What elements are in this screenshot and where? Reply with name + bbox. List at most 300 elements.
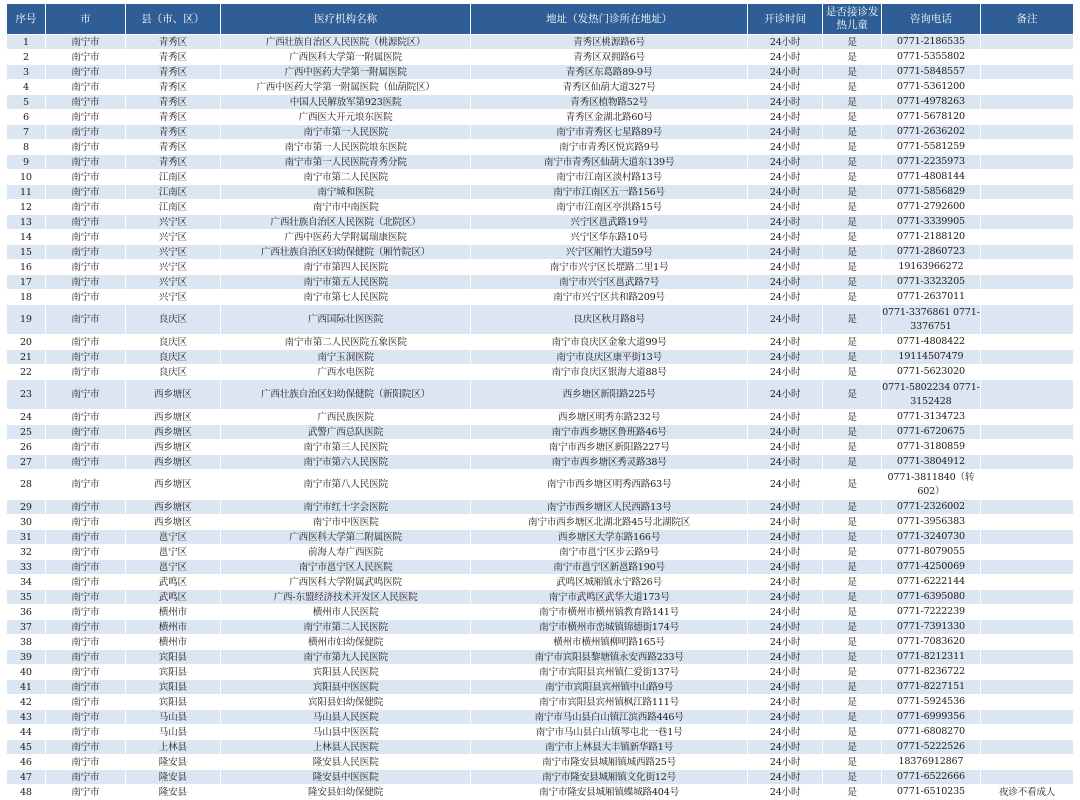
cell-city: 南宁市 [45, 305, 125, 335]
cell-no: 19 [7, 305, 46, 335]
cell-address: 南宁市宾阳县宾州镇中山路9号 [471, 680, 747, 695]
cell-hours: 24小时 [747, 155, 823, 170]
cell-note [981, 440, 1074, 455]
cell-institution: 隆安县人民医院 [220, 755, 471, 770]
table-row [7, 515, 1074, 530]
cell-note [981, 50, 1074, 65]
cell-accepts-children: 是 [823, 590, 881, 605]
cell-address: 南宁市宾阳县宾州镇仁爱街137号 [471, 665, 747, 680]
cell-accepts-children: 是 [823, 35, 881, 50]
cell-hours: 24小时 [747, 260, 823, 275]
cell-address: 南宁市西乡塘区人民西路13号 [471, 500, 747, 515]
cell-county: 马山县 [125, 725, 220, 740]
cell-city: 南宁市 [45, 425, 125, 440]
cell-institution: 宾阳县中医医院 [220, 680, 471, 695]
cell-no: 2 [7, 50, 46, 65]
cell-county: 兴宁区 [125, 275, 220, 290]
cell-city: 南宁市 [45, 110, 125, 125]
cell-address: 南宁市西乡塘区北湖北路45号北湖院区 [471, 515, 747, 530]
cell-note [981, 620, 1074, 635]
cell-city: 南宁市 [45, 140, 125, 155]
cell-city: 南宁市 [45, 245, 125, 260]
cell-county: 西乡塘区 [125, 380, 220, 410]
cell-city: 南宁市 [45, 575, 125, 590]
cell-city: 南宁市 [45, 65, 125, 80]
header-city: 市 [45, 4, 125, 35]
table-row [7, 200, 1074, 215]
fever-clinic-table [6, 3, 1074, 800]
cell-hours: 24小时 [747, 80, 823, 95]
cell-phone: 0771-2326002 [881, 500, 980, 515]
cell-county: 横州市 [125, 635, 220, 650]
cell-hours: 24小时 [747, 770, 823, 785]
cell-note [981, 125, 1074, 140]
cell-accepts-children: 是 [823, 65, 881, 80]
cell-no: 8 [7, 140, 46, 155]
cell-no: 32 [7, 545, 46, 560]
header-institution: 医疗机构名称 [220, 4, 471, 35]
cell-city: 南宁市 [45, 545, 125, 560]
cell-county: 马山县 [125, 710, 220, 725]
cell-hours: 24小时 [747, 95, 823, 110]
cell-county: 江南区 [125, 185, 220, 200]
cell-hours: 24小时 [747, 275, 823, 290]
cell-city: 南宁市 [45, 185, 125, 200]
cell-no: 30 [7, 515, 46, 530]
cell-note [981, 305, 1074, 335]
cell-city: 南宁市 [45, 260, 125, 275]
cell-accepts-children: 是 [823, 380, 881, 410]
cell-county: 兴宁区 [125, 260, 220, 275]
cell-phone: 0771-3811840（转602） [881, 470, 980, 500]
table-row [7, 380, 1074, 410]
cell-institution: 宾阳县人民医院 [220, 665, 471, 680]
cell-accepts-children: 是 [823, 335, 881, 350]
cell-hours: 24小时 [747, 740, 823, 755]
cell-accepts-children: 是 [823, 620, 881, 635]
cell-accepts-children: 是 [823, 95, 881, 110]
cell-accepts-children: 是 [823, 785, 881, 800]
header-no: 序号 [7, 4, 46, 35]
cell-accepts-children: 是 [823, 530, 881, 545]
cell-city: 南宁市 [45, 725, 125, 740]
cell-institution: 南宁市第六人民医院 [220, 455, 471, 470]
cell-address: 南宁市横州市横州镇教育路141号 [471, 605, 747, 620]
table-row [7, 605, 1074, 620]
cell-note [981, 80, 1074, 95]
cell-address: 青秀区金湖北路60号 [471, 110, 747, 125]
cell-county: 宾阳县 [125, 695, 220, 710]
cell-hours: 24小时 [747, 545, 823, 560]
cell-city: 南宁市 [45, 410, 125, 425]
cell-note [981, 365, 1074, 380]
cell-accepts-children: 是 [823, 440, 881, 455]
cell-city: 南宁市 [45, 620, 125, 635]
cell-institution: 广西壮族自治区妇幼保健院（新阳院区） [220, 380, 471, 410]
cell-accepts-children: 是 [823, 305, 881, 335]
cell-county: 横州市 [125, 620, 220, 635]
table-row [7, 260, 1074, 275]
cell-accepts-children: 是 [823, 665, 881, 680]
cell-no: 42 [7, 695, 46, 710]
cell-institution: 广西壮族自治区人民医院（北院区） [220, 215, 471, 230]
cell-county: 武鸣区 [125, 590, 220, 605]
cell-city: 南宁市 [45, 500, 125, 515]
cell-hours: 24小时 [747, 245, 823, 260]
cell-county: 兴宁区 [125, 290, 220, 305]
cell-county: 宾阳县 [125, 665, 220, 680]
cell-phone: 0771-3956383 [881, 515, 980, 530]
cell-phone: 0771-3323205 [881, 275, 980, 290]
cell-no: 29 [7, 500, 46, 515]
cell-institution: 南宁市第一人民医院青秀分院 [220, 155, 471, 170]
cell-city: 南宁市 [45, 560, 125, 575]
cell-county: 青秀区 [125, 110, 220, 125]
cell-institution: 广西中医药大学附属瑞康医院 [220, 230, 471, 245]
cell-phone: 0771-5361200 [881, 80, 980, 95]
cell-institution: 广西医科大学附属武鸣医院 [220, 575, 471, 590]
cell-institution: 广西中医药大学第一附属医院（仙葫院区） [220, 80, 471, 95]
cell-no: 22 [7, 365, 46, 380]
cell-phone: 0771-6395080 [881, 590, 980, 605]
cell-note [981, 230, 1074, 245]
table-row [7, 575, 1074, 590]
cell-institution: 广西国际壮医医院 [220, 305, 471, 335]
cell-phone: 0771-5678120 [881, 110, 980, 125]
cell-no: 6 [7, 110, 46, 125]
cell-note [981, 335, 1074, 350]
cell-address: 南宁市马山县白山镇琴屯北一巷1号 [471, 725, 747, 740]
cell-note [981, 350, 1074, 365]
table-row [7, 155, 1074, 170]
table-row [7, 170, 1074, 185]
cell-institution: 隆安县中医医院 [220, 770, 471, 785]
table-row [7, 665, 1074, 680]
cell-city: 南宁市 [45, 380, 125, 410]
cell-hours: 24小时 [747, 515, 823, 530]
cell-city: 南宁市 [45, 350, 125, 365]
cell-institution: 南宁市邕宁区人民医院 [220, 560, 471, 575]
table-row [7, 500, 1074, 515]
cell-address: 南宁市良庆区金象大道99号 [471, 335, 747, 350]
cell-address: 南宁市西乡塘区明秀西路63号 [471, 470, 747, 500]
cell-hours: 24小时 [747, 785, 823, 800]
cell-note [981, 185, 1074, 200]
cell-no: 28 [7, 470, 46, 500]
cell-accepts-children: 是 [823, 245, 881, 260]
cell-phone: 0771-6999356 [881, 710, 980, 725]
cell-phone: 0771-5581259 [881, 140, 980, 155]
table-row [7, 80, 1074, 95]
cell-note [981, 155, 1074, 170]
cell-phone: 0771-2188120 [881, 230, 980, 245]
cell-phone: 0771-5848557 [881, 65, 980, 80]
cell-address: 青秀区植物路52号 [471, 95, 747, 110]
cell-note [981, 215, 1074, 230]
cell-county: 江南区 [125, 170, 220, 185]
cell-county: 青秀区 [125, 95, 220, 110]
cell-note [981, 95, 1074, 110]
cell-county: 良庆区 [125, 335, 220, 350]
cell-county: 兴宁区 [125, 245, 220, 260]
cell-county: 青秀区 [125, 155, 220, 170]
cell-no: 43 [7, 710, 46, 725]
cell-hours: 24小时 [747, 605, 823, 620]
cell-city: 南宁市 [45, 80, 125, 95]
cell-no: 7 [7, 125, 46, 140]
cell-note [981, 200, 1074, 215]
cell-note [981, 260, 1074, 275]
cell-county: 青秀区 [125, 80, 220, 95]
cell-institution: 马山县人民医院 [220, 710, 471, 725]
cell-institution: 广西医科大学第二附属医院 [220, 530, 471, 545]
cell-city: 南宁市 [45, 515, 125, 530]
cell-city: 南宁市 [45, 665, 125, 680]
cell-no: 5 [7, 95, 46, 110]
cell-note [981, 695, 1074, 710]
cell-accepts-children: 是 [823, 470, 881, 500]
cell-institution: 广西壮族自治区妇幼保健院（厢竹院区） [220, 245, 471, 260]
table-row [7, 755, 1074, 770]
table-row [7, 695, 1074, 710]
cell-no: 3 [7, 65, 46, 80]
cell-no: 48 [7, 785, 46, 800]
cell-phone: 0771-2792600 [881, 200, 980, 215]
table-row [7, 620, 1074, 635]
cell-institution: 广西医大开元埌东医院 [220, 110, 471, 125]
cell-hours: 24小时 [747, 590, 823, 605]
cell-note [981, 635, 1074, 650]
table-row [7, 215, 1074, 230]
cell-hours: 24小时 [747, 695, 823, 710]
cell-institution: 横州市人民医院 [220, 605, 471, 620]
cell-county: 青秀区 [125, 125, 220, 140]
cell-address: 西乡塘区大学东路166号 [471, 530, 747, 545]
table-row [7, 110, 1074, 125]
cell-hours: 24小时 [747, 305, 823, 335]
cell-phone: 0771-7222239 [881, 605, 980, 620]
cell-no: 13 [7, 215, 46, 230]
cell-city: 南宁市 [45, 695, 125, 710]
cell-address: 青秀区东葛路89-9号 [471, 65, 747, 80]
cell-hours: 24小时 [747, 125, 823, 140]
cell-hours: 24小时 [747, 170, 823, 185]
cell-phone: 0771-8227151 [881, 680, 980, 695]
cell-no: 11 [7, 185, 46, 200]
cell-hours: 24小时 [747, 380, 823, 410]
cell-county: 兴宁区 [125, 230, 220, 245]
cell-city: 南宁市 [45, 335, 125, 350]
table-row [7, 245, 1074, 260]
cell-county: 邕宁区 [125, 560, 220, 575]
cell-accepts-children: 是 [823, 680, 881, 695]
table-row [7, 545, 1074, 560]
cell-phone: 0771-8236722 [881, 665, 980, 680]
table-row [7, 710, 1074, 725]
cell-note [981, 650, 1074, 665]
table-body [7, 35, 1074, 800]
cell-county: 横州市 [125, 605, 220, 620]
cell-no: 25 [7, 425, 46, 440]
cell-address: 南宁市隆安县城厢镇城西路25号 [471, 755, 747, 770]
cell-city: 南宁市 [45, 770, 125, 785]
header-phone: 咨询电话 [881, 4, 980, 35]
cell-phone: 0771-8079055 [881, 545, 980, 560]
table-row [7, 305, 1074, 335]
cell-accepts-children: 是 [823, 695, 881, 710]
cell-address: 南宁市兴宁区长堽路二里1号 [471, 260, 747, 275]
cell-note [981, 770, 1074, 785]
cell-accepts-children: 是 [823, 425, 881, 440]
header-accepts-children: 是否接诊发热儿童 [823, 4, 881, 35]
cell-note [981, 35, 1074, 50]
cell-accepts-children: 是 [823, 290, 881, 305]
table-row [7, 470, 1074, 500]
cell-hours: 24小时 [747, 185, 823, 200]
cell-phone: 0771-3134723 [881, 410, 980, 425]
cell-county: 宾阳县 [125, 680, 220, 695]
cell-county: 良庆区 [125, 365, 220, 380]
cell-note [981, 515, 1074, 530]
cell-hours: 24小时 [747, 560, 823, 575]
cell-accepts-children: 是 [823, 560, 881, 575]
cell-institution: 中国人民解放军第923医院 [220, 95, 471, 110]
cell-institution: 广西水电医院 [220, 365, 471, 380]
cell-address: 南宁市横州市峦城镇锦德街174号 [471, 620, 747, 635]
cell-county: 西乡塘区 [125, 515, 220, 530]
cell-hours: 24小时 [747, 425, 823, 440]
cell-phone: 0771-3339905 [881, 215, 980, 230]
cell-phone: 0771-2235973 [881, 155, 980, 170]
cell-city: 南宁市 [45, 455, 125, 470]
cell-no: 27 [7, 455, 46, 470]
table-row [7, 185, 1074, 200]
cell-city: 南宁市 [45, 650, 125, 665]
cell-address: 西乡塘区明秀东路232号 [471, 410, 747, 425]
cell-no: 45 [7, 740, 46, 755]
cell-city: 南宁市 [45, 755, 125, 770]
cell-note [981, 470, 1074, 500]
cell-no: 21 [7, 350, 46, 365]
cell-no: 20 [7, 335, 46, 350]
table-row [7, 650, 1074, 665]
cell-hours: 24小时 [747, 230, 823, 245]
cell-accepts-children: 是 [823, 125, 881, 140]
cell-city: 南宁市 [45, 200, 125, 215]
cell-address: 武鸣区城厢镇永宁路26号 [471, 575, 747, 590]
cell-no: 46 [7, 755, 46, 770]
cell-address: 南宁市青秀区悦宾路9号 [471, 140, 747, 155]
table-row [7, 680, 1074, 695]
cell-institution: 南宁市第三人民医院 [220, 440, 471, 455]
cell-phone: 0771-5355802 [881, 50, 980, 65]
cell-phone: 0771-6222144 [881, 575, 980, 590]
cell-address: 南宁市宾阳县宾州镇枫江路111号 [471, 695, 747, 710]
cell-city: 南宁市 [45, 155, 125, 170]
cell-city: 南宁市 [45, 95, 125, 110]
cell-phone: 0771-3240730 [881, 530, 980, 545]
cell-county: 隆安县 [125, 770, 220, 785]
cell-no: 44 [7, 725, 46, 740]
cell-phone: 0771-6510235 [881, 785, 980, 800]
cell-note [981, 275, 1074, 290]
cell-county: 青秀区 [125, 50, 220, 65]
cell-address: 南宁市宾阳县黎塘镇永安西路233号 [471, 650, 747, 665]
cell-city: 南宁市 [45, 440, 125, 455]
cell-city: 南宁市 [45, 50, 125, 65]
cell-accepts-children: 是 [823, 275, 881, 290]
cell-no: 16 [7, 260, 46, 275]
cell-institution: 南宁市第二人民医院五象医院 [220, 335, 471, 350]
cell-accepts-children: 是 [823, 740, 881, 755]
table-row [7, 50, 1074, 65]
cell-institution: 南宁市第五人民医院 [220, 275, 471, 290]
cell-phone: 0771-7083620 [881, 635, 980, 650]
cell-city: 南宁市 [45, 170, 125, 185]
table-row [7, 230, 1074, 245]
cell-institution: 广西医科大学第一附属医院 [220, 50, 471, 65]
cell-institution: 宾阳县妇幼保健院 [220, 695, 471, 710]
cell-note [981, 530, 1074, 545]
cell-hours: 24小时 [747, 500, 823, 515]
cell-note [981, 725, 1074, 740]
cell-county: 西乡塘区 [125, 500, 220, 515]
table-row [7, 125, 1074, 140]
cell-hours: 24小时 [747, 215, 823, 230]
cell-city: 南宁市 [45, 35, 125, 50]
cell-city: 南宁市 [45, 470, 125, 500]
cell-accepts-children: 是 [823, 755, 881, 770]
cell-county: 西乡塘区 [125, 470, 220, 500]
cell-city: 南宁市 [45, 740, 125, 755]
cell-county: 隆安县 [125, 755, 220, 770]
cell-note [981, 290, 1074, 305]
cell-county: 青秀区 [125, 140, 220, 155]
cell-accepts-children: 是 [823, 650, 881, 665]
table-row [7, 290, 1074, 305]
cell-hours: 24小时 [747, 755, 823, 770]
cell-phone: 0771-5924536 [881, 695, 980, 710]
cell-institution: 南宁市中医医院 [220, 515, 471, 530]
cell-phone: 0771-3180859 [881, 440, 980, 455]
table-row [7, 140, 1074, 155]
cell-accepts-children: 是 [823, 170, 881, 185]
cell-accepts-children: 是 [823, 110, 881, 125]
table-row [7, 440, 1074, 455]
cell-note [981, 380, 1074, 410]
cell-hours: 24小时 [747, 575, 823, 590]
cell-address: 南宁市西乡塘区鲁班路46号 [471, 425, 747, 440]
cell-address: 兴宁区厢竹大道59号 [471, 245, 747, 260]
cell-institution: 南宁城和医院 [220, 185, 471, 200]
header-county: 县（市、区） [125, 4, 220, 35]
table-row [7, 455, 1074, 470]
cell-institution: 南宁市第七人民医院 [220, 290, 471, 305]
cell-phone: 0771-4808144 [881, 170, 980, 185]
cell-phone: 0771-2860723 [881, 245, 980, 260]
cell-phone: 18376912867 [881, 755, 980, 770]
cell-city: 南宁市 [45, 125, 125, 140]
cell-county: 江南区 [125, 200, 220, 215]
cell-address: 南宁市青秀区七星路89号 [471, 125, 747, 140]
cell-address: 南宁市兴宁区邕武路7号 [471, 275, 747, 290]
cell-address: 南宁市西乡塘区秀灵路38号 [471, 455, 747, 470]
cell-county: 武鸣区 [125, 575, 220, 590]
cell-city: 南宁市 [45, 635, 125, 650]
cell-note [981, 545, 1074, 560]
cell-city: 南宁市 [45, 605, 125, 620]
cell-phone: 0771-6522666 [881, 770, 980, 785]
